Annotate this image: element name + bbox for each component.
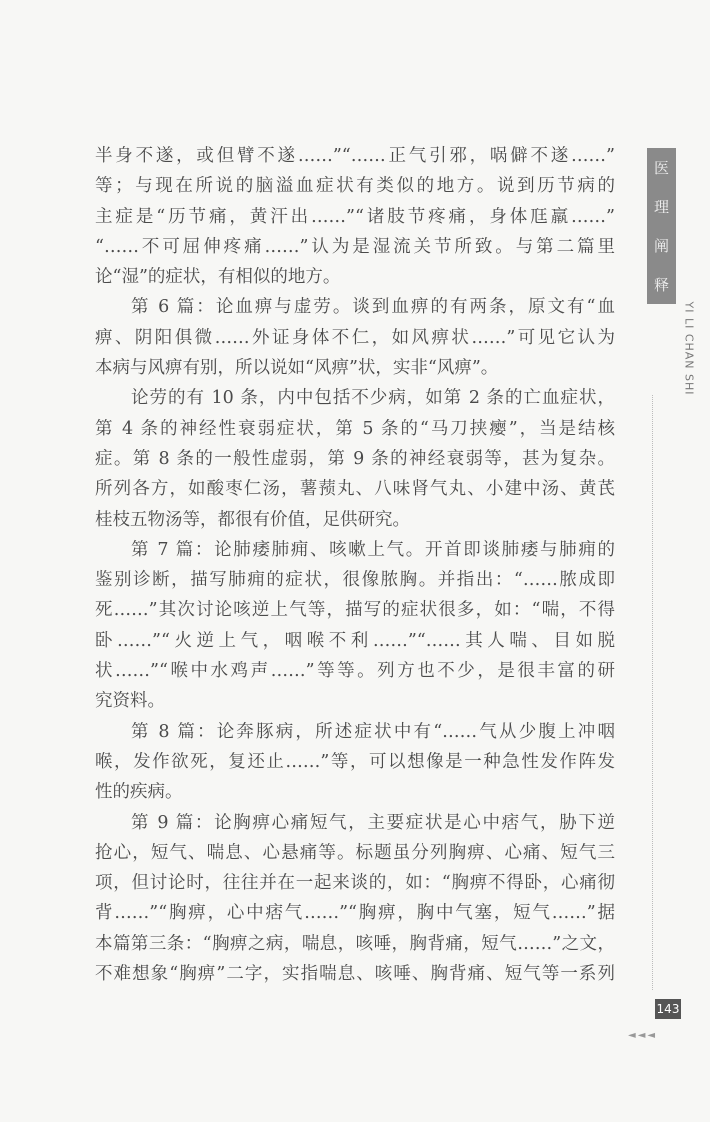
text-line: 所列各方，如酸枣仁汤，薯蓣丸、八味肾气丸、小建中汤、黄芪 (95, 479, 615, 500)
text-line: 本病与风痹有别，所以说如“风痹”状，实非“风痹”。 (95, 358, 499, 379)
text-line: 抢心，短气、喘息、心悬痛等。标题虽分列胸痹、心痛、短气三 (95, 842, 615, 863)
paragraph (95, 292, 615, 383)
text-line: 痹、阴阳俱微……外证身体不仁，如风痹状……”可见它认为 (95, 327, 615, 348)
tab-char: 释 (653, 276, 669, 294)
text-line: 等；与现在所说的脑溢血症状有类似的地方。说到历节病的 (95, 176, 615, 197)
text-line: 第 6 篇：论血痹与虚劳。谈到血痹的有两条，原文有“血 (131, 297, 615, 318)
paragraph (95, 383, 615, 534)
paragraph (95, 717, 615, 808)
text-line: 不难想象“胸痹”二字，实指喘息、咳唾、胸背痛、短气等一系列 (95, 964, 615, 985)
text-line: 第 4 条的神经性衰弱症状，第 5 条的“马刀挟瘿”，当是结核 (95, 418, 615, 439)
text-line: 本篇第三条：“胸痹之病，喘息，咳唾，胸背痛，短气……”之文， (95, 933, 615, 954)
margin-rule (652, 395, 653, 990)
text-line: 第 9 篇：论胸痹心痛短气，主要症状是心中痞气，胁下逆 (131, 812, 615, 833)
text-line: 死……”其次讨论咳逆上气等，描写的症状很多，如：“喘，不得 (95, 600, 615, 621)
text-line: 桂枝五物汤等，都很有价值，足供研究。 (95, 509, 410, 530)
text-line: 症。第 8 条的一般性虚弱，第 9 条的神经衰弱等，甚为复杂。 (95, 448, 615, 469)
text-line: 论“湿”的症状，有相似的地方。 (95, 267, 341, 288)
tab-char: 理 (653, 198, 669, 216)
paragraph (95, 808, 615, 990)
text-line: 鉴别诊断，描写肺痈的症状，很像脓胸。并指出：“……脓成即 (95, 570, 615, 591)
text-line: 主症是“历节痛，黄汗出……”“诸肢节疼痛，身体尫羸……” (95, 206, 615, 227)
paragraph (95, 141, 615, 292)
body-text (95, 141, 615, 989)
section-tab (647, 148, 676, 304)
text-line: 背……”“胸痹，心中痞气……”“胸痹，胸中气塞，短气……”据 (95, 903, 615, 924)
nav-arrows-icon: ◄◄◄ (628, 1030, 658, 1041)
tab-char: 阐 (653, 237, 669, 255)
text-line: 卧……”“火逆上气，咽喉不利……”“……其人喘、目如脱 (95, 630, 615, 651)
text-line: 性的疾病。 (95, 782, 183, 803)
text-line: 第 8 篇：论奔豚病，所述症状中有“……气从少腹上冲咽 (131, 721, 615, 742)
text-line: 第 7 篇：论肺痿肺痈、咳嗽上气。开首即谈肺痿与肺痈的 (131, 539, 615, 560)
tab-char: 医 (653, 159, 669, 177)
text-line: 论劳的有 10 条，内中包括不少病，如第 2 条的亡血症状， (131, 388, 615, 409)
text-line: 状……”“喉中水鸡声……”等等。列方也不少，是很丰富的研 (95, 661, 615, 682)
page-number: 143 (655, 999, 681, 1019)
text-line: 究资料。 (95, 691, 165, 712)
text-line: 半身不遂，或但臂不遂……”“……正气引邪，㖞僻不遂……” (95, 146, 615, 166)
text-line: 项，但讨论时，往往并在一起来谈的，如：“胸痹不得卧，心痛彻 (95, 873, 615, 894)
paragraph (95, 535, 615, 717)
text-line: “……不可屈伸疼痛……”认为是湿流关节所致。与第二篇里 (95, 236, 615, 257)
section-pinyin: YI LI CHAN SHI (682, 301, 696, 396)
text-line: 喉，发作欲死，复还止……”等，可以想像是一种急性发作阵发 (95, 751, 615, 772)
